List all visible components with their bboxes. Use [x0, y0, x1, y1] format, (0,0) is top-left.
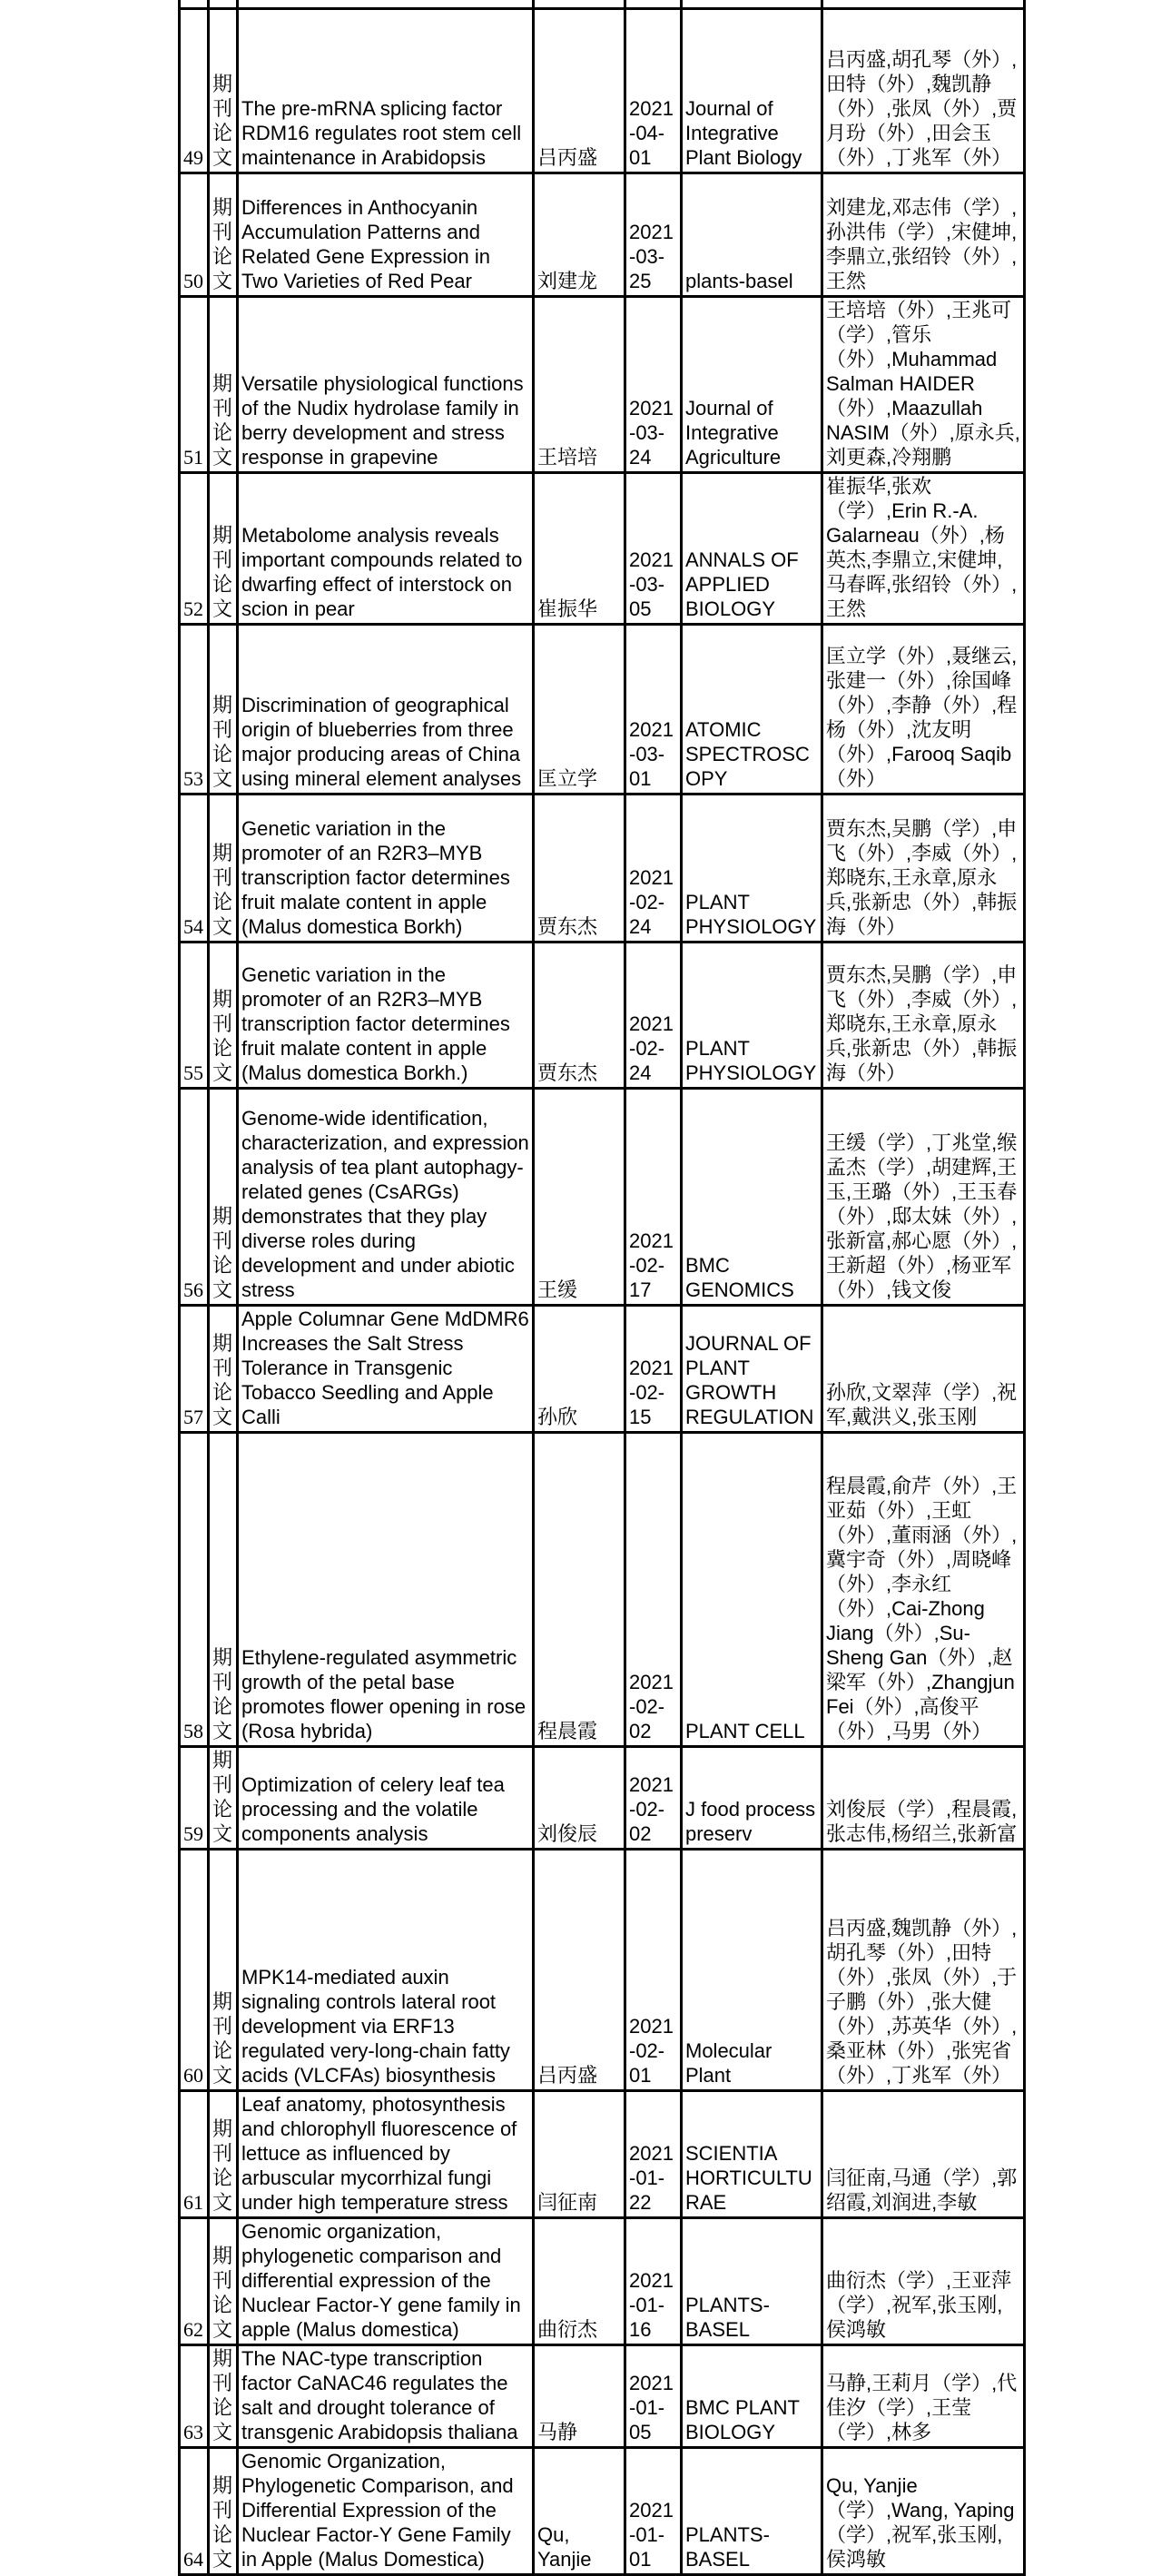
paper-title: Genetic variation in the promoter of an R2R3–MYB transcription factor determines fruit malate content in apple (Malus domestica Borkh.) — [238, 942, 534, 1088]
paper-type-label: 期刊论文 — [209, 942, 238, 1088]
paper-title: Genomic organization, phylogenetic comparison and differential expression of the Nuclear Factor-Y gene family in apple (Malus domestica) — [238, 2217, 534, 2344]
author-list: 程晨霞,俞芹（外）,王亚茹（外）,王虹（外）,董雨涵（外）,冀宇奇（外）,周晓峰（外）,李永红（外）,Cai-Zhong Jiang（外）,Su-Sheng Gan（外）,赵梁军（外）,Zhangjun Fei（外）,高俊平（外）,马男（外） — [822, 1432, 1025, 1746]
author-list: 刘建龙,邓志伟（学）,孙洪伟（学）,宋健坤,李鼎立,张绍铃（外）,王然 — [822, 173, 1025, 296]
paper-type-label: 期刊论文 — [209, 8, 238, 173]
row-number: 53 — [180, 624, 209, 794]
paper-type-label: 期刊论文 — [209, 2217, 238, 2344]
journal-name: PLANT PHYSIOLOGY — [682, 942, 822, 1088]
journal-name: BMC PLANT BIOLOGY — [682, 2344, 822, 2447]
row-number: 59 — [180, 1746, 209, 1849]
partial-cell — [682, 0, 822, 8]
journal-name: ATOMIC SPECTROSCOPY — [682, 624, 822, 794]
author-list: 贾东杰,吴鹏（学）,申飞（外）,李威（外）,郑晓东,王永章,原永兵,张新忠（外）,韩振海（外） — [822, 794, 1025, 942]
paper-title: Genomic Organization, Phylogenetic Comparison, and Differential Expression of the Nuclear Factor-Y Gene Family in Apple (Malus Domestica) — [238, 2447, 534, 2574]
table-row — [180, 2447, 1025, 2574]
first-author: 吕丙盛 — [534, 8, 625, 173]
journal-name: JOURNAL OF PLANT GROWTH REGULATION — [682, 1305, 822, 1432]
table-row — [180, 2217, 1025, 2344]
first-author: 王缓 — [534, 1088, 625, 1305]
partial-cell — [209, 0, 238, 8]
paper-title: MPK14-mediated auxin signaling controls lateral root development via ERF13 regulated very-long-chain fatty acids (VLCFAs) biosynthesis — [238, 1849, 534, 2090]
first-author: 曲衍杰 — [534, 2217, 625, 2344]
row-number: 62 — [180, 2217, 209, 2344]
paper-title: Leaf anatomy, photosynthesis and chlorophyll fluorescence of lettuce as influenced by arbuscular mycorrhizal fungi under high temperature stress — [238, 2090, 534, 2217]
table-row — [180, 1088, 1025, 1305]
publish-date: 2021-02-24 — [625, 794, 682, 942]
paper-title: Apple Columnar Gene MdDMR6 Increases the Salt Stress Tolerance in Transgenic Tobacco Seedling and Apple Calli — [238, 1305, 534, 1432]
paper-title: Ethylene-regulated asymmetric growth of the petal base promotes flower opening in rose (Rosa hybrida) — [238, 1432, 534, 1746]
partial-cell — [180, 0, 209, 8]
table-row — [180, 2344, 1025, 2447]
paper-type-label: 期刊论文 — [209, 1746, 238, 1849]
publish-date: 2021-04-01 — [625, 8, 682, 173]
paper-type-label: 期刊论文 — [209, 296, 238, 472]
publish-date: 2021-03-05 — [625, 472, 682, 624]
paper-title: Genome-wide identification, characterization, and expression analysis of tea plant autophagy-related genes (CsARGs) demonstrates that they play diverse roles during development and under abiotic stress — [238, 1088, 534, 1305]
first-author: 匡立学 — [534, 624, 625, 794]
paper-title: Genetic variation in the promoter of an R2R3–MYB transcription factor determines fruit malate content in apple (Malus domestica Borkh) — [238, 794, 534, 942]
partial-cell — [625, 0, 682, 8]
author-list: 吕丙盛,魏凯静（外）,胡孔琴（外）,田特（外）,张凤（外）,于子鹏（外）,张大健（外）,苏英华（外）,桑亚林（外）,张宪省（外）,丁兆军（外） — [822, 1849, 1025, 2090]
first-author: 贾东杰 — [534, 794, 625, 942]
first-author: 吕丙盛 — [534, 1849, 625, 2090]
table-row — [180, 1305, 1025, 1432]
row-number: 51 — [180, 296, 209, 472]
paper-type-label: 期刊论文 — [209, 2090, 238, 2217]
publish-date: 2021-01-22 — [625, 2090, 682, 2217]
first-author: 孙欣 — [534, 1305, 625, 1432]
row-number: 49 — [180, 8, 209, 173]
table-row — [180, 472, 1025, 624]
table-row — [180, 794, 1025, 942]
author-list: 闫征南,马通（学）,郭绍霞,刘润进,李敏 — [822, 2090, 1025, 2217]
journal-name: J food process preserv — [682, 1746, 822, 1849]
first-author: 程晨霞 — [534, 1432, 625, 1746]
row-number: 56 — [180, 1088, 209, 1305]
author-list: 王缓（学）,丁兆堂,缑孟杰（学）,胡建辉,王玉,王璐（外）,王玉春（外）,邸太妹（外）,张新富,郝心愿（外）,王新超（外）,杨亚军（外）,钱文俊 — [822, 1088, 1025, 1305]
author-list: 刘俊辰（学）,程晨霞,张志伟,杨绍兰,张新富 — [822, 1746, 1025, 1849]
table-row — [180, 624, 1025, 794]
first-author: 马静 — [534, 2344, 625, 2447]
paper-type-label: 期刊论文 — [209, 2447, 238, 2574]
journal-name: PLANTS-BASEL — [682, 2217, 822, 2344]
author-list: Qu, Yanjie（学）,Wang, Yaping（学）,祝军,张玉刚,侯鸿敏 — [822, 2447, 1025, 2574]
table-row — [180, 173, 1025, 296]
first-author: Qu, Yanjie — [534, 2447, 625, 2574]
first-author: 刘俊辰 — [534, 1746, 625, 1849]
author-list: 匡立学（外）,聂继云,张建一（外）,徐国峰（外）,李静（外）,程杨（外）,沈友明（外）,Farooq Saqib（外） — [822, 624, 1025, 794]
author-list: 曲衍杰（学）,王亚萍（学）,祝军,张玉刚,侯鸿敏 — [822, 2217, 1025, 2344]
publish-date: 2021-01-05 — [625, 2344, 682, 2447]
table-row-partial — [180, 0, 1025, 8]
row-number: 52 — [180, 472, 209, 624]
paper-title: Optimization of celery leaf tea processing and the volatile components analysis — [238, 1746, 534, 1849]
publish-date: 2021-03-01 — [625, 624, 682, 794]
first-author: 刘建龙 — [534, 173, 625, 296]
first-author: 王培培 — [534, 296, 625, 472]
paper-title: The NAC-type transcription factor CaNAC46 regulates the salt and drought tolerance of transgenic Arabidopsis thaliana — [238, 2344, 534, 2447]
publish-date: 2021-02-02 — [625, 1432, 682, 1746]
row-number: 50 — [180, 173, 209, 296]
journal-name: Journal of Integrative Plant Biology — [682, 8, 822, 173]
row-number: 57 — [180, 1305, 209, 1432]
journal-name: ANNALS OF APPLIED BIOLOGY — [682, 472, 822, 624]
paper-type-label: 期刊论文 — [209, 1849, 238, 2090]
paper-type-label: 期刊论文 — [209, 1305, 238, 1432]
table-row — [180, 1746, 1025, 1849]
row-number: 54 — [180, 794, 209, 942]
paper-type-label: 期刊论文 — [209, 1088, 238, 1305]
table-row — [180, 2090, 1025, 2217]
paper-type-label: 期刊论文 — [209, 624, 238, 794]
row-number: 58 — [180, 1432, 209, 1746]
journal-name: SCIENTIA HORTICULTURAE — [682, 2090, 822, 2217]
journal-name: Journal of Integrative Agriculture — [682, 296, 822, 472]
journal-name: Molecular Plant — [682, 1849, 822, 2090]
table-row — [180, 942, 1025, 1088]
journal-name: PLANT PHYSIOLOGY — [682, 794, 822, 942]
first-author: 闫征南 — [534, 2090, 625, 2217]
publish-date: 2021-02-01 — [625, 1849, 682, 2090]
publish-date: 2021-02-17 — [625, 1088, 682, 1305]
row-number: 64 — [180, 2447, 209, 2574]
paper-type-label: 期刊论文 — [209, 794, 238, 942]
paper-type-label: 期刊论文 — [209, 1432, 238, 1746]
publish-date: 2021-02-02 — [625, 1746, 682, 1849]
paper-title: Discrimination of geographical origin of blueberries from three major producing areas of China using mineral element analyses — [238, 624, 534, 794]
paper-title: Versatile physiological functions of the Nudix hydrolase family in berry development and stress response in grapevine — [238, 296, 534, 472]
row-number: 60 — [180, 1849, 209, 2090]
publish-date: 2021-03-25 — [625, 173, 682, 296]
table-row — [180, 1432, 1025, 1746]
publish-date: 2021-02-24 — [625, 942, 682, 1088]
paper-title: The pre-mRNA splicing factor RDM16 regulates root stem cell maintenance in Arabidopsis — [238, 8, 534, 173]
first-author: 崔振华 — [534, 472, 625, 624]
author-list: 孙欣,文翠萍（学）,祝军,戴洪义,张玉刚 — [822, 1305, 1025, 1432]
paper-type-label: 期刊论文 — [209, 2344, 238, 2447]
journal-name: BMC GENOMICS — [682, 1088, 822, 1305]
journal-name: PLANTS-BASEL — [682, 2447, 822, 2574]
publish-date: 2021-03-24 — [625, 296, 682, 472]
row-number: 63 — [180, 2344, 209, 2447]
partial-cell — [534, 0, 625, 8]
table-row — [180, 8, 1025, 173]
author-list: 王培培（外）,王兆可（学）,管乐（外）,Muhammad Salman HAIDER（外）,Maazullah NASIM（外）,原永兵,刘更森,冷翔鹏 — [822, 296, 1025, 472]
author-list: 贾东杰,吴鹏（学）,申飞（外）,李威（外）,郑晓东,王永章,原永兵,张新忠（外）,韩振海（外） — [822, 942, 1025, 1088]
paper-title: Differences in Anthocyanin Accumulation Patterns and Related Gene Expression in Two Varieties of Red Pear — [238, 173, 534, 296]
publish-date: 2021-02-15 — [625, 1305, 682, 1432]
publication-table-container — [178, 0, 1026, 2576]
paper-type-label: 期刊论文 — [209, 173, 238, 296]
row-number: 61 — [180, 2090, 209, 2217]
first-author: 贾东杰 — [534, 942, 625, 1088]
journal-name: PLANT CELL — [682, 1432, 822, 1746]
author-list: 崔振华,张欢（学）,Erin R.-A. Galarneau（外）,杨英杰,李鼎立,宋健坤,马春晖,张绍铃（外）,王然 — [822, 472, 1025, 624]
paper-title: Metabolome analysis reveals important compounds related to dwarfing effect of interstock on scion in pear — [238, 472, 534, 624]
partial-cell — [238, 0, 534, 8]
journal-name: plants-basel — [682, 173, 822, 296]
paper-type-label: 期刊论文 — [209, 472, 238, 624]
publish-date: 2021-01-16 — [625, 2217, 682, 2344]
author-list: 吕丙盛,胡孔琴（外）,田特（外）,魏凯静（外）,张凤（外）,贾月玢（外）,田会玉（外）,丁兆军（外） — [822, 8, 1025, 173]
table-row — [180, 1849, 1025, 2090]
table-row — [180, 296, 1025, 472]
publish-date: 2021-01-01 — [625, 2447, 682, 2574]
publication-table — [178, 0, 1026, 2576]
partial-cell — [822, 0, 1025, 8]
row-number: 55 — [180, 942, 209, 1088]
author-list: 马静,王莉月（学）,代佳汐（学）,王莹（学）,林多 — [822, 2344, 1025, 2447]
